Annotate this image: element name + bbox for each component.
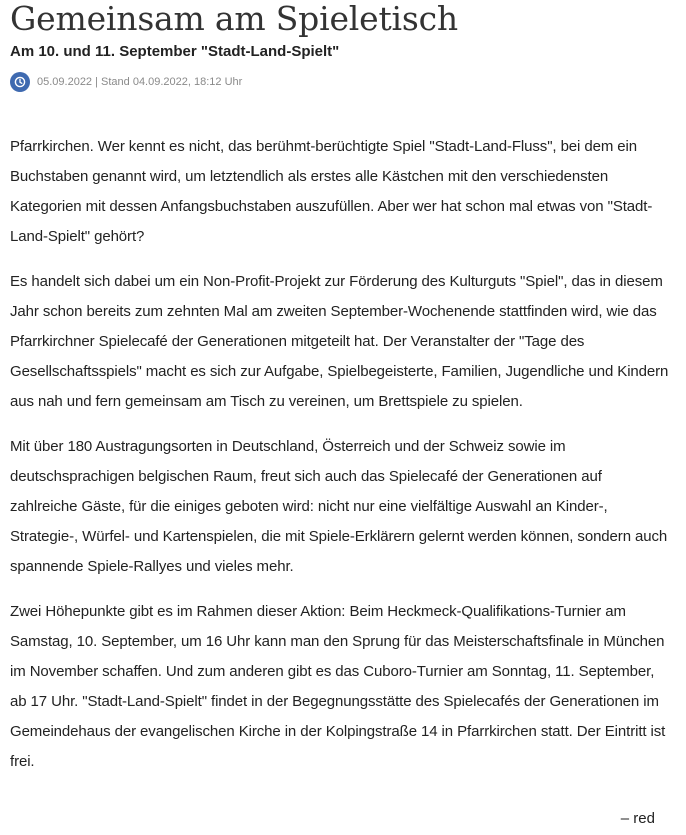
article bbox=[10, 0, 670, 792]
article-body bbox=[10, 132, 670, 777]
paragraph: Es handelt sich dabei um ein Non-Profit-Projekt zur Förderung des Kulturguts "Spiel", das in diesem Jahr schon bereits zum zehnten Mal am zweiten September-Wochenende stattfinden wird, wie das Pfarrkirchner Spielecafé der Generationen mitgeteilt hat. Der Veranstalter der "Tage des Gesellschaftsspiels" macht es sich zur Aufgabe, Spielbegeisterte, Familien, Jugendliche und Kindern aus nah und fern gemeinsam am Tisch zu vereinen, um Brettspiele zu spielen. bbox=[10, 273, 669, 410]
article-meta bbox=[10, 71, 670, 93]
article-title: Gemeinsam am Spieletisch bbox=[10, 0, 458, 38]
publish-date: 05.09.2022 | Stand 04.09.2022, 18:12 Uhr bbox=[37, 76, 243, 88]
author-tag: – red bbox=[620, 810, 655, 827]
article-subtitle: Am 10. und 11. September "Stadt-Land-Spielt" bbox=[10, 43, 340, 60]
paragraph: Mit über 180 Austragungsorten in Deutschland, Österreich und der Schweiz sowie im deutschsprachigen belgischen Raum, freut sich auch das Spielecafé der Generationen auf zahlreiche Gäste, für die einiges geboten wird: nicht nur eine vielfältige Auswahl an Kinder-, Strategie-, Würfel- und Kartenspielen, die mit Spiele-Erklärern gelernt werden können, sondern auch spannende Spiele-Rallyes und vieles mehr. bbox=[10, 438, 668, 575]
clock-icon bbox=[10, 72, 30, 92]
paragraph: Pfarrkirchen. Wer kennt es nicht, das berühmt-berüchtigte Spiel "Stadt-Land-Fluss", bei dem ein Buchstaben genannt wird, um letztendlich als erstes alle Kästchen mit den verschiedensten Kategorien mit dessen Anfangsbuchstaben auszufüllen. Aber wer hat schon mal etwas von "Stadt-Land-Spielt" gehört? bbox=[10, 138, 653, 245]
paragraph: Zwei Höhepunkte gibt es im Rahmen dieser Aktion: Beim Heckmeck-Qualifikations-Turnier am Samstag, 10. September, um 16 Uhr kann man den Sprung für das Meisterschaftsfinale in München im November schaffen. Und zum anderen gibt es das Cuboro-Turnier am Sonntag, 11. September, ab 17 Uhr. "Stadt-Land-Spielt" findet in der Begegnungsstätte des Spielecafés der Generationen im Gemeindehaus der evangelischen Kirche in der Kolpingstraße 14 in Pfarrkirchen statt. Der Eintritt ist frei. bbox=[10, 603, 666, 770]
